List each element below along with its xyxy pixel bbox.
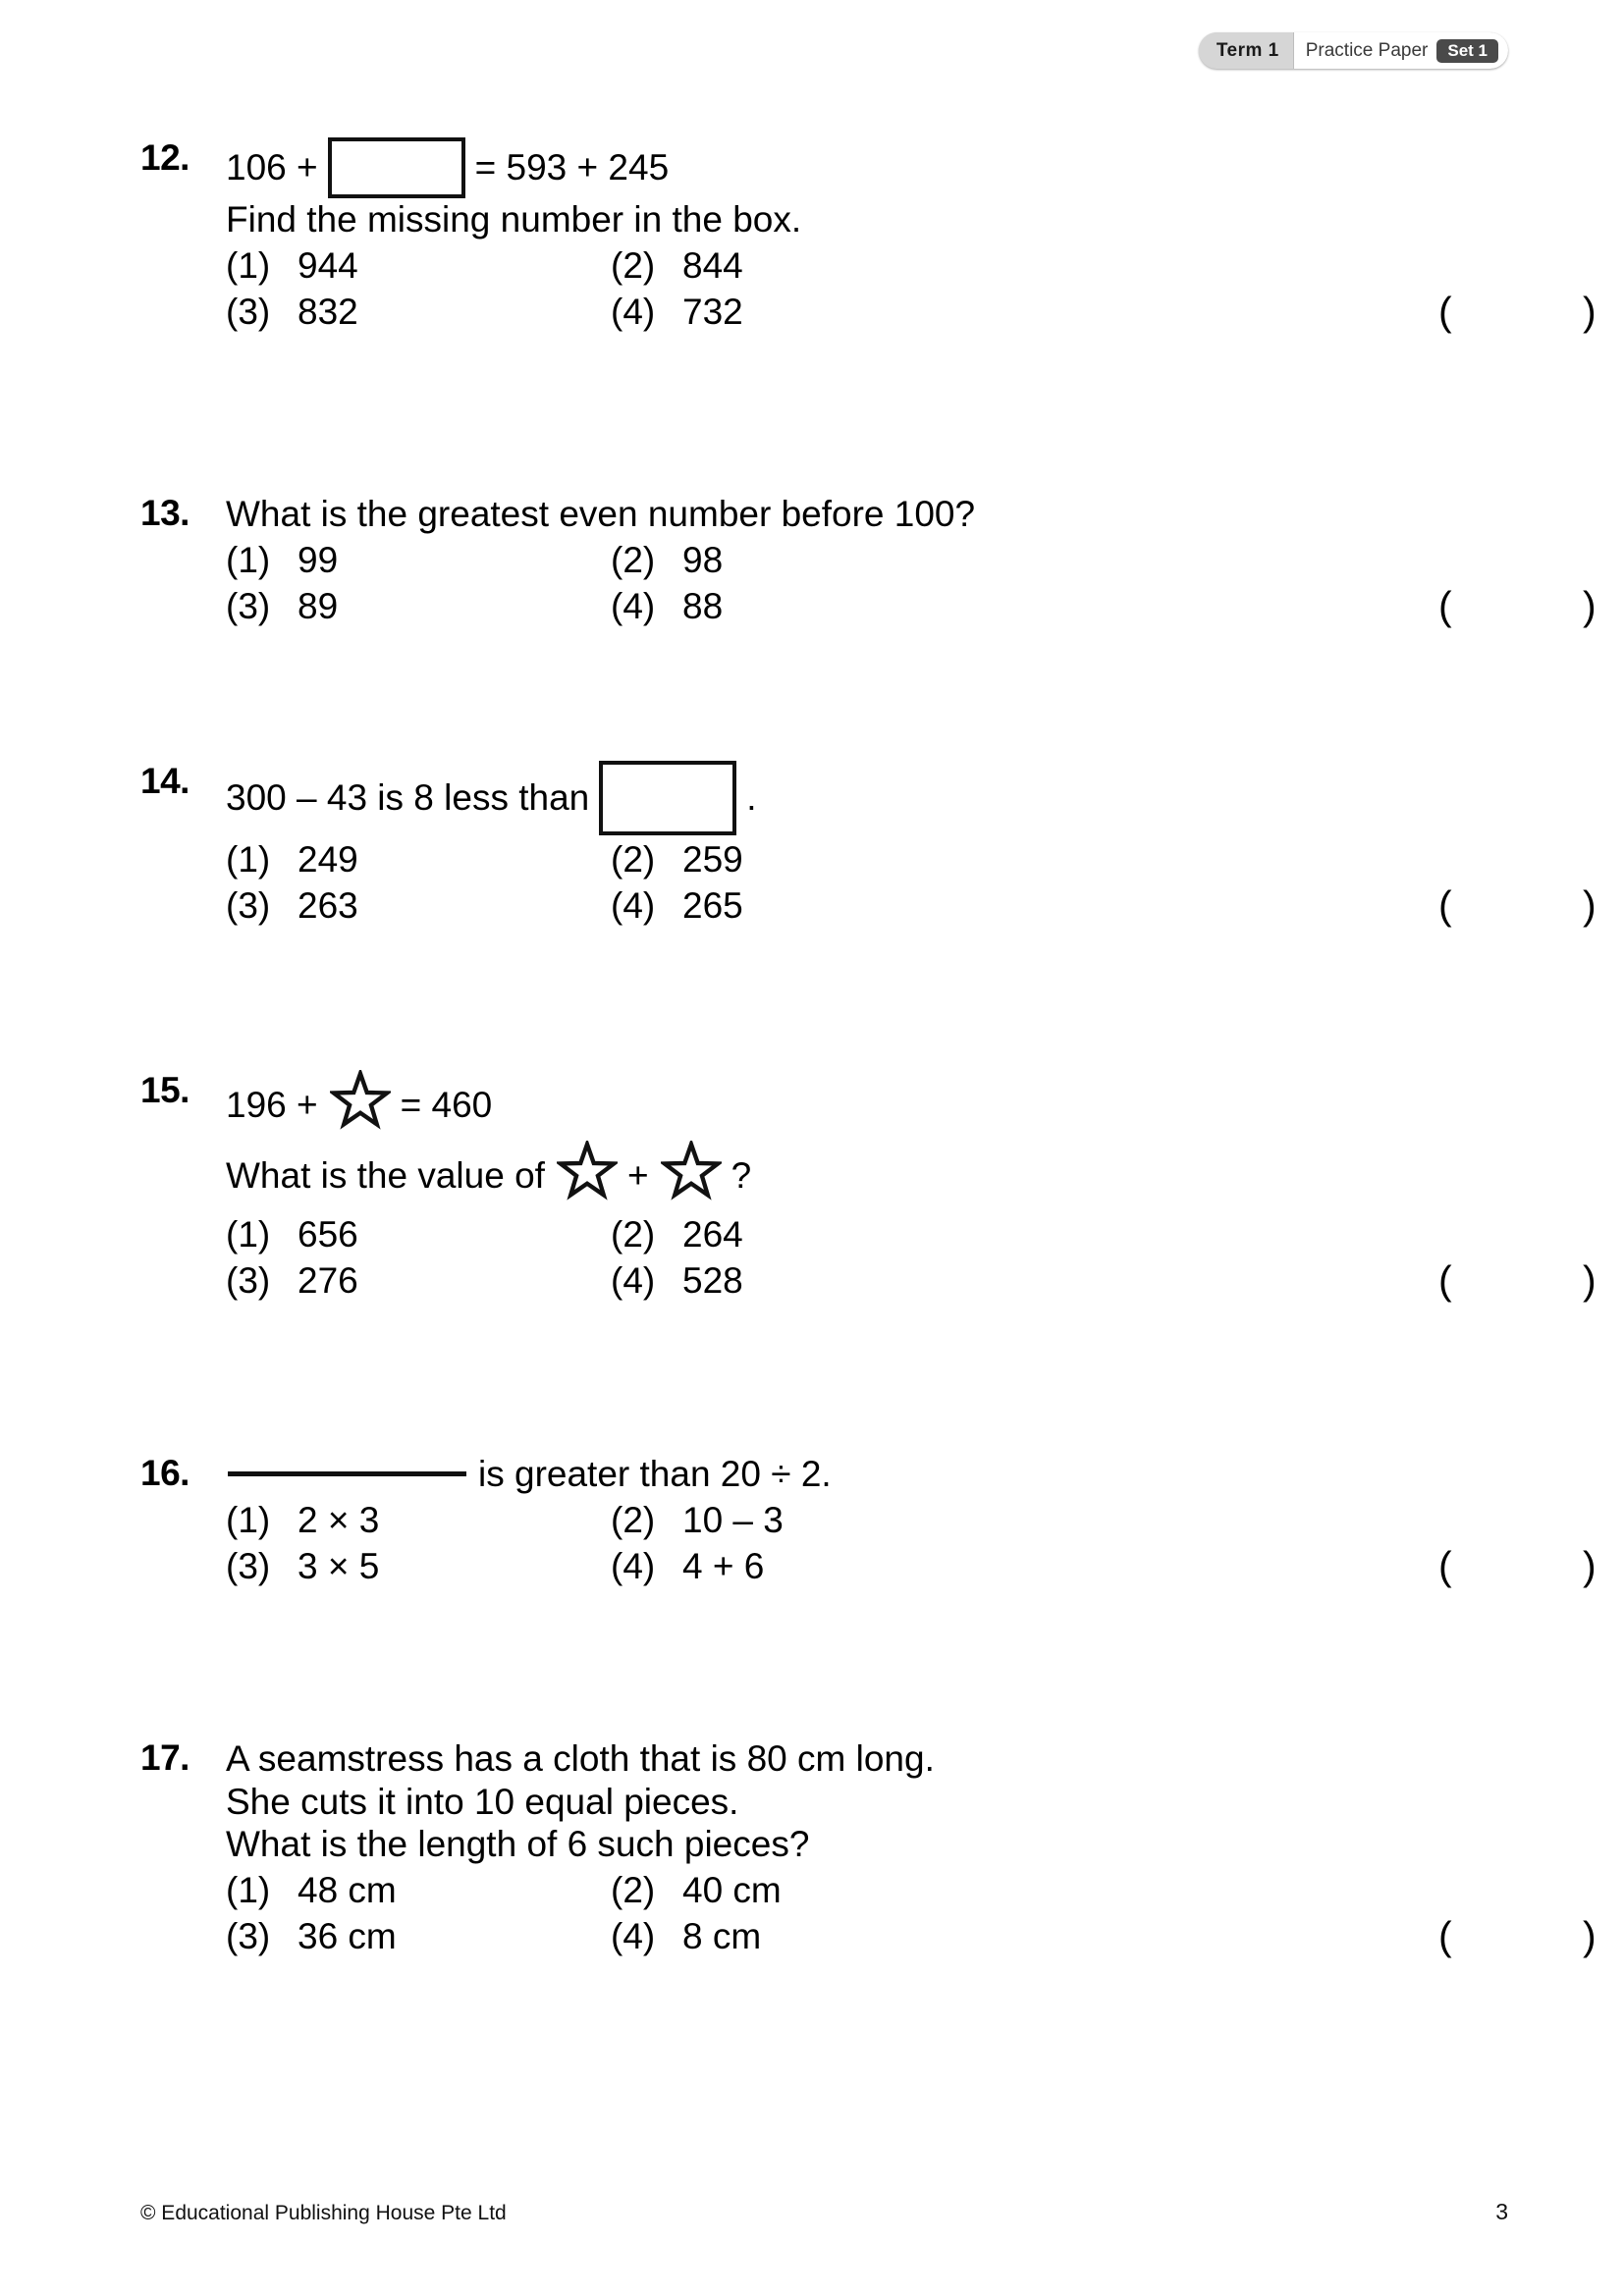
answer-bracket-open: ( bbox=[1438, 582, 1452, 628]
answer-bracket-open: ( bbox=[1438, 882, 1452, 928]
option-label: (2) bbox=[611, 244, 656, 286]
option-value: 656 bbox=[298, 1214, 358, 1255]
option-1[interactable] bbox=[226, 1500, 611, 1540]
answer-blank-line[interactable] bbox=[228, 1471, 466, 1476]
options-row bbox=[226, 1870, 1515, 1916]
question-text: Find the missing number in the box. bbox=[226, 199, 802, 240]
question-block bbox=[140, 493, 1597, 632]
answer-bracket-open: ( bbox=[1438, 1542, 1452, 1588]
paper-info-group bbox=[1293, 32, 1508, 69]
question-number: 12. bbox=[140, 137, 189, 178]
question-body bbox=[226, 493, 1597, 632]
question-text: = 593 + 245 bbox=[474, 147, 670, 188]
option-value: 3 × 5 bbox=[298, 1545, 380, 1586]
question-line bbox=[226, 1141, 1515, 1211]
option-4[interactable] bbox=[611, 586, 723, 626]
option-label: (3) bbox=[226, 885, 271, 926]
option-2[interactable] bbox=[611, 839, 743, 880]
option-value: 832 bbox=[298, 291, 358, 332]
option-value: 259 bbox=[682, 839, 743, 880]
question-text: She cuts it into 10 equal pieces. bbox=[226, 1781, 739, 1822]
answer-bracket-close: ) bbox=[1583, 1542, 1597, 1588]
set-badge: Set 1 bbox=[1436, 39, 1498, 63]
option-label: (3) bbox=[226, 291, 271, 332]
option-label: (4) bbox=[611, 885, 656, 926]
option-value: 10 – 3 bbox=[682, 1499, 784, 1540]
practice-paper-label: Practice Paper bbox=[1305, 39, 1429, 61]
question-block bbox=[140, 137, 1597, 338]
option-3[interactable] bbox=[226, 292, 611, 332]
option-value: 528 bbox=[682, 1260, 743, 1302]
option-3[interactable] bbox=[226, 586, 611, 626]
option-1[interactable] bbox=[226, 245, 611, 286]
question-line bbox=[226, 761, 1515, 835]
option-2[interactable] bbox=[611, 1214, 743, 1255]
option-label: (4) bbox=[611, 1545, 656, 1586]
option-label: (2) bbox=[611, 1869, 656, 1910]
option-value: 98 bbox=[682, 539, 724, 580]
option-label: (1) bbox=[226, 539, 271, 580]
option-value: 99 bbox=[298, 539, 339, 580]
question-body bbox=[226, 761, 1597, 932]
options-row bbox=[226, 1214, 1515, 1260]
question-number: 17. bbox=[140, 1737, 189, 1778]
question-text: 196 + bbox=[226, 1085, 318, 1125]
options-grid bbox=[226, 539, 1597, 632]
question-text: What is the length of 6 such pieces? bbox=[226, 1824, 810, 1865]
question-text: + bbox=[626, 1154, 649, 1196]
option-value: 48 cm bbox=[298, 1869, 397, 1910]
option-label: (2) bbox=[611, 1499, 656, 1540]
option-value: 944 bbox=[298, 244, 358, 286]
option-3[interactable] bbox=[226, 1260, 611, 1301]
question-block bbox=[140, 761, 1597, 932]
option-4[interactable] bbox=[611, 292, 743, 332]
option-label: (3) bbox=[226, 1545, 271, 1586]
options-grid bbox=[226, 1869, 1597, 1962]
question-line bbox=[226, 493, 1515, 536]
option-value: 844 bbox=[682, 244, 743, 286]
question-block bbox=[140, 1453, 1597, 1592]
answer-bracket-close: ) bbox=[1583, 1912, 1597, 1958]
answer-box[interactable] bbox=[599, 761, 736, 835]
question-text: 300 – 43 is 8 less than bbox=[226, 777, 590, 819]
option-label: (2) bbox=[611, 539, 656, 580]
paper-header-badge bbox=[1199, 32, 1508, 69]
option-value: 276 bbox=[298, 1260, 358, 1302]
option-label: (3) bbox=[226, 1260, 271, 1302]
options-row bbox=[226, 1542, 1597, 1592]
question-line bbox=[226, 137, 1515, 198]
term-label: Term 1 bbox=[1199, 32, 1293, 69]
option-3[interactable] bbox=[226, 1916, 611, 1956]
options-row bbox=[226, 1257, 1597, 1307]
star-icon bbox=[661, 1141, 722, 1211]
question-body bbox=[226, 1453, 1597, 1592]
option-value: 8 cm bbox=[682, 1915, 762, 1956]
page-number: 3 bbox=[1495, 2199, 1508, 2224]
option-label: (4) bbox=[611, 1915, 656, 1956]
option-value: 264 bbox=[682, 1214, 743, 1255]
option-2[interactable] bbox=[611, 245, 743, 286]
answer-bracket-close: ) bbox=[1583, 288, 1597, 334]
copyright-text: © Educational Publishing House Pte Ltd bbox=[140, 2202, 507, 2224]
option-3[interactable] bbox=[226, 1546, 611, 1586]
option-value: 265 bbox=[682, 885, 743, 926]
option-label: (4) bbox=[611, 585, 656, 626]
option-value: 4 + 6 bbox=[682, 1545, 765, 1586]
question-line bbox=[226, 1737, 1515, 1781]
option-label: (1) bbox=[226, 1869, 271, 1910]
options-grid bbox=[226, 1214, 1597, 1307]
star-icon bbox=[557, 1141, 618, 1211]
question-line bbox=[226, 1453, 1515, 1496]
option-3[interactable] bbox=[226, 885, 611, 926]
answer-bracket-open: ( bbox=[1438, 288, 1452, 334]
options-row bbox=[226, 839, 1515, 885]
option-label: (1) bbox=[226, 1499, 271, 1540]
answer-bracket-close: ) bbox=[1583, 882, 1597, 928]
option-2[interactable] bbox=[611, 1870, 782, 1910]
option-label: (1) bbox=[226, 1214, 271, 1255]
answer-bracket-close: ) bbox=[1583, 582, 1597, 628]
option-1[interactable] bbox=[226, 540, 611, 580]
option-2[interactable] bbox=[611, 1500, 784, 1540]
option-1[interactable] bbox=[226, 1214, 611, 1255]
option-value: 249 bbox=[298, 839, 358, 880]
options-row bbox=[226, 540, 1515, 586]
question-block bbox=[140, 1737, 1597, 1962]
options-row bbox=[226, 582, 1597, 632]
option-value: 40 cm bbox=[682, 1869, 782, 1910]
question-text: A seamstress has a cloth that is 80 cm long. bbox=[226, 1738, 935, 1779]
options-row bbox=[226, 882, 1597, 932]
question-text: What is the value of bbox=[226, 1154, 545, 1196]
question-number: 16. bbox=[140, 1453, 189, 1493]
question-number: 15. bbox=[140, 1070, 189, 1110]
options-row bbox=[226, 1912, 1597, 1962]
answer-bracket-close: ) bbox=[1583, 1257, 1597, 1304]
option-label: (4) bbox=[611, 291, 656, 332]
option-value: 36 cm bbox=[298, 1915, 397, 1956]
question-number: 13. bbox=[140, 493, 189, 533]
option-value: 263 bbox=[298, 885, 358, 926]
option-value: 88 bbox=[682, 585, 724, 626]
option-label: (2) bbox=[611, 839, 656, 880]
answer-box[interactable] bbox=[328, 137, 465, 198]
question-line bbox=[226, 1781, 1515, 1824]
question-number: 14. bbox=[140, 761, 189, 801]
option-label: (4) bbox=[611, 1260, 656, 1302]
option-label: (3) bbox=[226, 585, 271, 626]
question-text: ? bbox=[731, 1154, 752, 1196]
question-block bbox=[140, 1070, 1597, 1307]
options-row bbox=[226, 245, 1515, 292]
star-icon bbox=[330, 1070, 391, 1141]
option-label: (2) bbox=[611, 1214, 656, 1255]
option-label: (1) bbox=[226, 244, 271, 286]
question-body bbox=[226, 1070, 1597, 1307]
answer-bracket-open: ( bbox=[1438, 1257, 1452, 1304]
option-value: 732 bbox=[682, 291, 743, 332]
option-1[interactable] bbox=[226, 839, 611, 880]
question-text: 106 + bbox=[226, 147, 318, 188]
option-4[interactable] bbox=[611, 1916, 761, 1956]
question-body bbox=[226, 137, 1597, 338]
options-grid bbox=[226, 244, 1597, 338]
option-label: (3) bbox=[226, 1915, 271, 1956]
question-line bbox=[226, 1823, 1515, 1866]
option-4[interactable] bbox=[611, 885, 743, 926]
answer-bracket-open: ( bbox=[1438, 1912, 1452, 1958]
options-row bbox=[226, 288, 1597, 338]
options-row bbox=[226, 1500, 1515, 1546]
question-text: = 460 bbox=[400, 1085, 493, 1125]
options-grid bbox=[226, 839, 1597, 932]
page-footer bbox=[140, 2199, 1508, 2225]
question-line bbox=[226, 1070, 1515, 1141]
question-line bbox=[226, 198, 1515, 241]
question-text: . bbox=[746, 777, 757, 819]
option-4[interactable] bbox=[611, 1260, 743, 1301]
option-2[interactable] bbox=[611, 540, 723, 580]
question-body bbox=[226, 1737, 1597, 1962]
options-grid bbox=[226, 1499, 1597, 1592]
option-label: (1) bbox=[226, 839, 271, 880]
option-value: 89 bbox=[298, 585, 339, 626]
option-value: 2 × 3 bbox=[298, 1499, 380, 1540]
question-text: What is the greatest even number before 100? bbox=[226, 494, 976, 534]
option-4[interactable] bbox=[611, 1546, 764, 1586]
question-text: is greater than 20 ÷ 2. bbox=[478, 1454, 832, 1494]
option-1[interactable] bbox=[226, 1870, 611, 1910]
